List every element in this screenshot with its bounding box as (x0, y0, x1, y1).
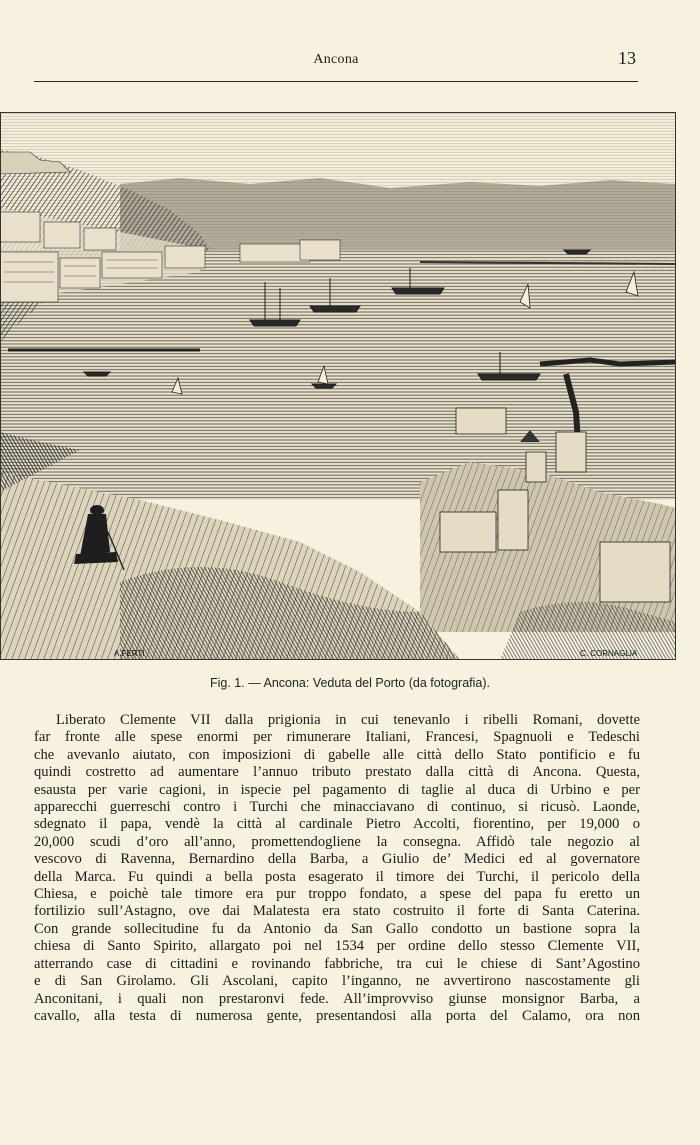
page-header (34, 46, 638, 76)
text-line: Liberato Clemente VII dalla prigionia in cui tenevanlo i ribelli Romani, dovette (56, 712, 640, 728)
figure-caption: Fig. 1. — Ancona: Veduta del Porto (da fotografia). (209, 676, 491, 690)
running-title: Ancona (313, 52, 359, 67)
header-rule (34, 81, 638, 82)
text-line: far fronte alle spese enormi per rimunerare Italiani, Francesi, Spagnuoli e Tedeschi (34, 729, 640, 746)
text-line: che avevanlo aiutato, con imposizioni di gabelle alle città dello Stato pontificio e fu (34, 746, 640, 763)
text-line: esausta per varie cagioni, in ispecie pel pagamento di taglie al duca di Urbino e per (34, 781, 640, 798)
engraver-signature-right: C. CORNAGLIA (580, 649, 638, 658)
text-line: vescovo di Ravenna, Bernardino della Barba, a Giulio de’ Medici ed al governatore (34, 851, 640, 868)
text-line: della Marca. Fu quindi a bella posta esagerato il timore dei Turchi, il pericolo della (34, 868, 640, 885)
text-line: Chiesa, e poichè tale timore era pur troppo fondato, a spese del papa fu eretto un (34, 886, 640, 903)
text-line: quindi costretto ad aumentare l’annuo tributo prestato dalla città di Ancona. Questa, (34, 764, 640, 781)
text-line: chiesa di Santo Spirito, allargato poi nel 1534 per ordine dello stesso Clemente VII, (34, 938, 640, 955)
harbor-engraving (0, 112, 676, 660)
text-line: cavallo, alla testa di numerosa gente, presentandosi alla porta del Calamo, ora non (34, 1007, 640, 1024)
text-line: sdegnato il papa, vendè la città al cardinale Pietro Accolti, fiorentino, per 19,000 o (34, 816, 640, 833)
text-line: Anconitani, i quali non prestaronvi fede. All’improvviso giunse monsignor Barba, a (34, 990, 640, 1007)
page-number: 13 (618, 48, 636, 68)
text-line: atterrando case di cittadini e rovinando fabbriche, tra cui le chiese di Sant’Agostino (34, 955, 640, 972)
text-line: 20,000 scudi d’oro all’anno, promettendogliene la consegna. Affidò tale negozio al (34, 833, 640, 850)
body-paragraph (34, 712, 640, 1025)
text-line: apparecchi guerreschi contro i Turchi che minacciavano di continuo, si ricusò. Laonde, (34, 799, 640, 816)
text-line: e di San Girolamo. Gli Ascolani, capito l’inganno, ne avvertirono nascostamente gli (34, 973, 640, 990)
engraver-signature-left: A.FERTI (114, 649, 145, 658)
text-line: Con grande sollecitudine fu da Antonio da San Gallo condotto un bastione sopra la (34, 920, 640, 937)
text-line: fortilizio sull’Astagno, ove dai Malatesta era stato costruito il forte di Santa Caterina. (34, 903, 640, 920)
